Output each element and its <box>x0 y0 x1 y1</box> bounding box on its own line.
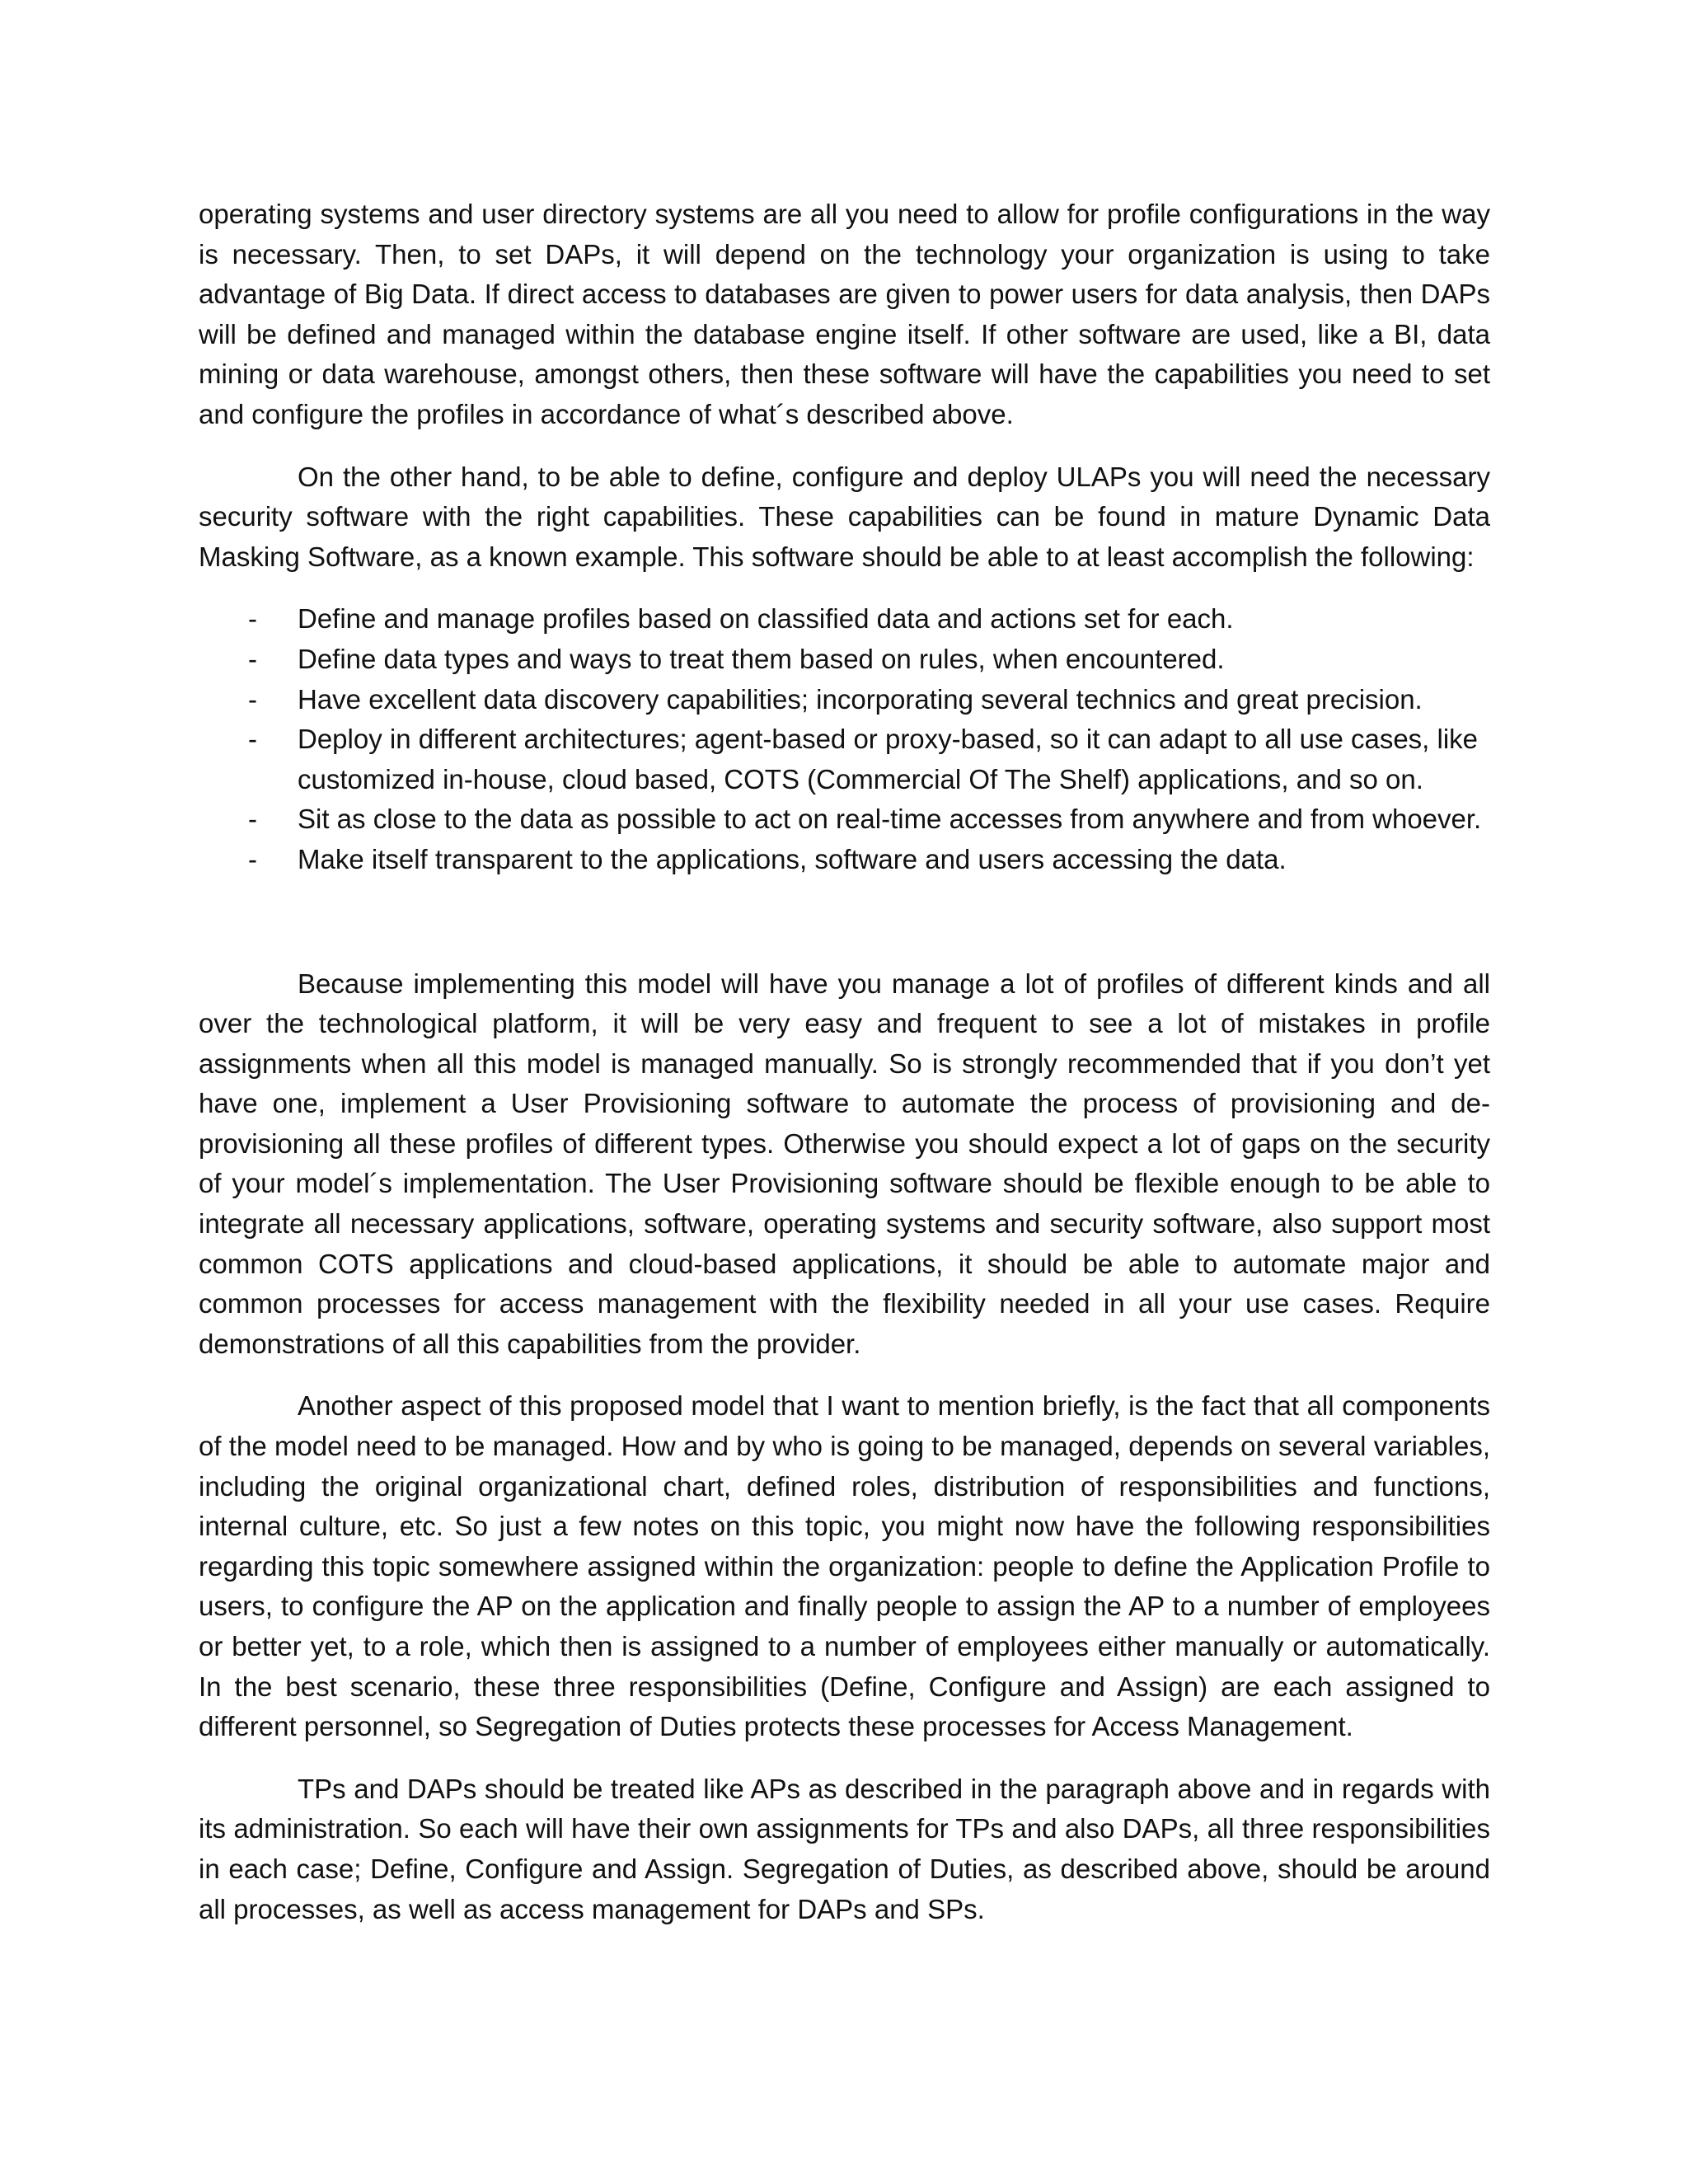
list-item <box>199 599 1490 640</box>
paragraph-user-provisioning: Because implementing this model will have you manage a lot of profiles of different kinds and all over the technological platform, it will be very easy and frequent to see a lot of mistakes in profile assignments when all this model is managed manually. So is strongly recommended that if you don’t yet have one, implement a User Provisioning software to automate the process of provisioning and de-provisioning all these profiles of different types. Otherwise you should expect a lot of gaps on the security of your model´s implementation. The User Provisioning software should be flexible enough to be able to integrate all necessary applications, software, operating systems and security software, also support most common COTS applications and cloud-based applications, it should be able to automate major and common processes for access management with the flexibility needed in all your use cases. Require demonstrations of all this capabilities from the provider. <box>199 968 1490 1359</box>
paragraph-profile-configuration: operating systems and user directory systems are all you need to allow for profile configurations in the way is necessary. Then, to set DAPs, it will depend on the technology your organization is using to take advantage of Big Data. If direct access to databases are given to power users for data analysis, then DAPs will be defined and managed within the database engine itself. If other software are used, like a BI, data mining or data warehouse, amongst others, then these software will have the capabilities you need to set and configure the profiles in accordance of what´s described above. <box>199 199 1490 429</box>
paragraph-tps-daps-administration: TPs and DAPs should be treated like APs as described in the paragraph above and in regards with its administration. So each will have their own assignments for TPs and also DAPs, all three responsibilities in each case; Define, Configure and Assign. Segregation of Duties, as described above, should be around all processes, as well as access management for DAPs and SPs. <box>199 1773 1490 1924</box>
document-body <box>199 194 1490 1929</box>
list-item <box>199 680 1490 720</box>
bullet-dash: - <box>248 804 257 835</box>
list-item-text: Make itself transparent to the applications, software and users accessing the data. <box>298 843 1287 874</box>
bullet-dash: - <box>248 724 257 755</box>
bullet-dash: - <box>248 683 257 715</box>
paragraph-ulap-security-software: On the other hand, to be able to define, configure and deploy ULAPs you will need the necessary security software with the right capabilities. These capabilities can be found in mature Dynamic Data Masking Software, as a known example. This software should be able to at least accomplish the following: <box>199 461 1490 572</box>
list-item <box>199 840 1490 880</box>
list-item-text: Define data types and ways to treat them based on rules, when encountered. <box>298 643 1225 674</box>
list-item-text: Sit as close to the data as possible to act on real-time accesses from anywhere and from whoever. <box>298 804 1482 835</box>
bullet-dash: - <box>248 643 257 674</box>
capability-list <box>199 599 1490 879</box>
list-item <box>199 719 1490 799</box>
list-item <box>199 640 1490 680</box>
list-item <box>199 799 1490 840</box>
list-item-text: Have excellent data discovery capabilities; incorporating several technics and great precision. <box>298 683 1423 715</box>
bullet-dash: - <box>248 603 257 635</box>
list-item-text: Define and manage profiles based on classified data and actions set for each. <box>298 603 1234 635</box>
list-item-text: Deploy in different architectures; agent-based or proxy-based, so it can adapt to all use cases, like customized in-house, cloud based, COTS (Commercial Of The Shelf) applications, and so on. <box>298 724 1479 794</box>
paragraph-model-management: Another aspect of this proposed model that I want to mention briefly, is the fact that all components of the model need to be managed. How and by who is going to be managed, depends on several variables, including the original organizational chart, defined roles, distribution of responsibilities and functions, internal culture, etc. So just a few notes on this topic, you might now have the following responsibilities regarding this topic somewhere assigned within the organization: people to define the Application Profile to users, to configure the AP on the application and finally people to assign the AP to a number of employees or better yet, to a role, which then is assigned to a number of employees either manually or automatically. In the best scenario, these three responsibilities (Define, Configure and Assign) are each assigned to different personnel, so Segregation of Duties protects these processes for Access Management. <box>199 1390 1490 1742</box>
bullet-dash: - <box>248 843 257 874</box>
